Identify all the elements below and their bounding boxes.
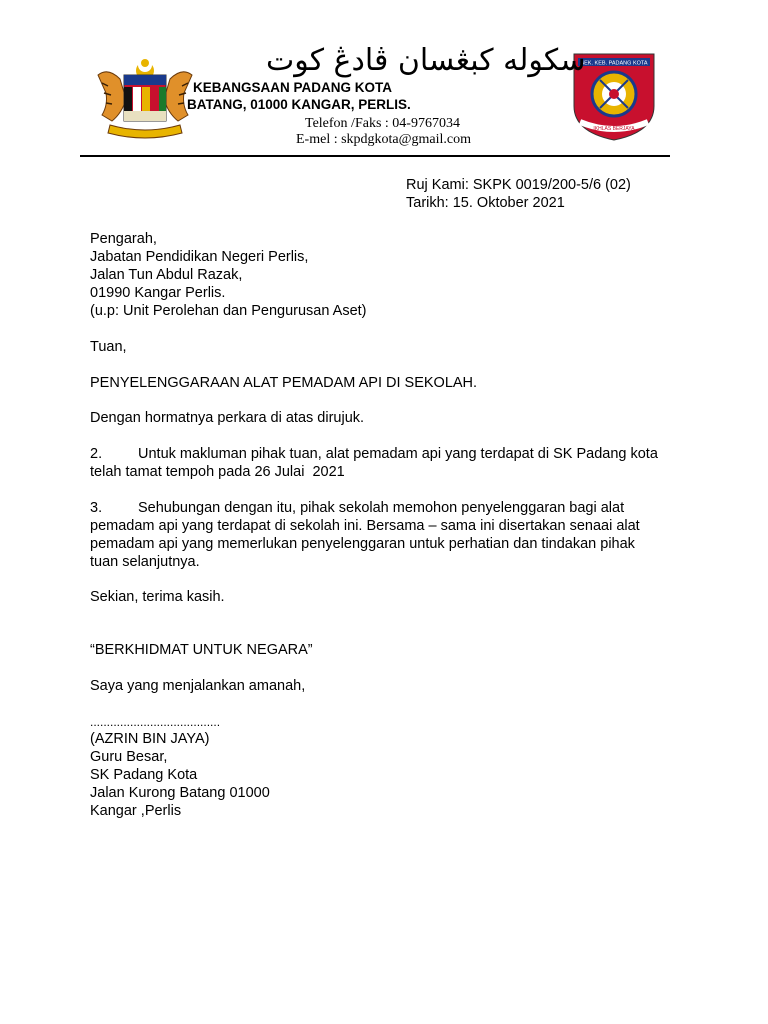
school-name: KEBANGSAAN PADANG KOTA — [193, 80, 392, 95]
signature-line: ....................................... — [90, 715, 221, 729]
recipient-line: 01990 Kangar Perlis. — [90, 285, 226, 301]
reference-number: Ruj Kami: SKPK 0019/200-5/6 (02) — [406, 177, 631, 193]
recipient-line: (u.p: Unit Perolehan dan Pengurusan Aset) — [90, 303, 367, 319]
signatory-title: Guru Besar, — [90, 749, 168, 765]
closing-line: Sekian, terima kasih. — [90, 589, 225, 605]
paragraph-text: pemadam api yang memerlukan penyelenggaran untuk perhatian dan tindakan pihak — [90, 536, 635, 552]
letter-subject: PENYELENGGARAAN ALAT PEMADAM API DI SEKOLAH. — [90, 375, 478, 391]
header-divider — [80, 155, 670, 157]
school-email: E-mel : skpdgkota@gmail.com — [296, 132, 472, 147]
recipient-line: Pengarah, — [90, 231, 157, 247]
school-name-jawi: سكوله كبڠسان ڤادڠ كوت — [266, 43, 586, 78]
svg-text:SEK. KEB. PADANG KOTA: SEK. KEB. PADANG KOTA — [580, 60, 648, 67]
signatory-address: Jalan Kurong Batang 01000 — [90, 785, 270, 801]
paragraph-text: Sehubungan dengan itu, pihak sekolah memohon penyelenggaran bagi alat — [138, 500, 625, 516]
signatory-name: (AZRIN BIN JAYA) — [90, 731, 210, 747]
school-address-text: BATANG, 01000 KANGAR, PERLIS. — [187, 97, 411, 112]
paragraph-text: telah tamat tempoh pada 26 Julai 2021 — [90, 464, 345, 480]
paragraph-number: 3. — [90, 500, 103, 516]
opening-line: Dengan hormatnya perkara di atas dirujuk. — [90, 410, 365, 426]
school-phone: Telefon /Faks : 04-9767034 — [305, 116, 460, 131]
salutation: Tuan, — [90, 339, 127, 355]
paragraph-text: pemadam api yang terdapat di sekolah ini. Bersama – sama ini disertakan senaai alat — [90, 518, 640, 534]
signatory-school: SK Padang Kota — [90, 767, 198, 783]
svg-text:IKHLAS BERJAYA: IKHLAS BERJAYA — [593, 126, 635, 132]
recipient-line: Jalan Tun Abdul Razak, — [90, 267, 243, 283]
paragraph-text: Untuk makluman pihak tuan, alat pemadam api yang terdapat di SK Padang kota — [138, 446, 658, 462]
trust-line: Saya yang menjalankan amanah, — [90, 678, 306, 694]
school-address-line — [92, 97, 411, 112]
letter-date: Tarikh: 15. Oktober 2021 — [406, 195, 565, 211]
paragraph-number: 2. — [90, 446, 103, 462]
recipient-line: Jabatan Pendidikan Negeri Perlis, — [90, 249, 309, 265]
paragraph-text: tuan selanjutnya. — [90, 554, 200, 570]
motto: “BERKHIDMAT UNTUK NEGARA” — [90, 642, 313, 658]
signatory-address: Kangar ,Perlis — [90, 803, 182, 819]
